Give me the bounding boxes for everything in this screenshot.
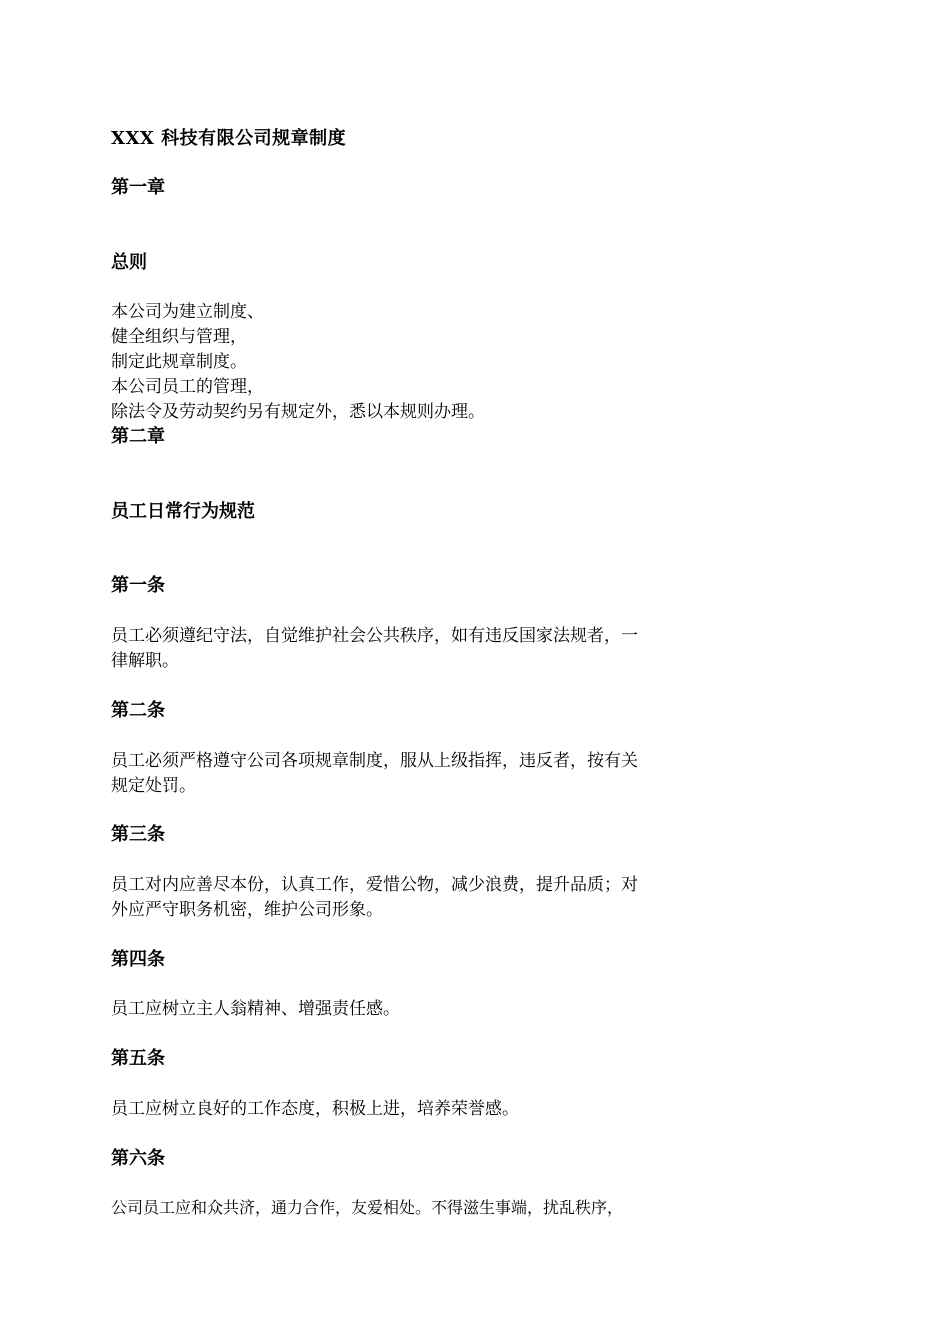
chapter-1-heading: 总则 — [111, 252, 147, 273]
article-4-label: 第四条 — [111, 949, 165, 970]
article-3-line: 外应严守职务机密，维护公司形象。 — [111, 900, 383, 920]
article-3-line: 员工对内应善尽本份，认真工作，爱惜公物，减少浪费，提升品质；对 — [111, 875, 638, 895]
article-4-line: 员工应树立主人翁精神、增强责任感。 — [111, 999, 400, 1019]
chapter-1-line: 本公司员工的管理， — [111, 377, 264, 397]
chapter-1-line: 制定此规章制度。 — [111, 352, 247, 372]
article-1-line: 员工必须遵纪守法，自觉维护社会公共秩序，如有违反国家法规者，一 — [111, 626, 638, 646]
article-2-line: 员工必须严格遵守公司各项规章制度，服从上级指挥，违反者，按有关 — [111, 751, 638, 771]
chapter-1-line: 除法令及劳动契约另有规定外，悉以本规则办理。 — [111, 402, 485, 422]
article-1-label: 第一条 — [111, 575, 165, 596]
article-5-label: 第五条 — [111, 1048, 165, 1069]
article-1-line: 律解职。 — [111, 651, 179, 671]
document-title: XXX 科技有限公司规章制度 — [111, 128, 347, 149]
chapter-1-line: 本公司为建立制度、 — [111, 302, 264, 322]
article-3-label: 第三条 — [111, 824, 165, 845]
chapter-2-heading: 员工日常行为规范 — [111, 501, 255, 522]
article-2-label: 第二条 — [111, 700, 165, 721]
article-5-line: 员工应树立良好的工作态度，积极上进，培养荣誉感。 — [111, 1099, 519, 1119]
chapter-2-label: 第二章 — [111, 426, 165, 447]
article-6-line: 公司员工应和众共济，通力合作，友爱相处。不得滋生事端，扰乱秩序， — [111, 1198, 624, 1217]
article-6-label: 第六条 — [111, 1148, 165, 1169]
article-2-line: 规定处罚。 — [111, 776, 196, 796]
chapter-1-line: 健全组织与管理， — [111, 327, 247, 347]
chapter-1-label: 第一章 — [111, 177, 165, 198]
